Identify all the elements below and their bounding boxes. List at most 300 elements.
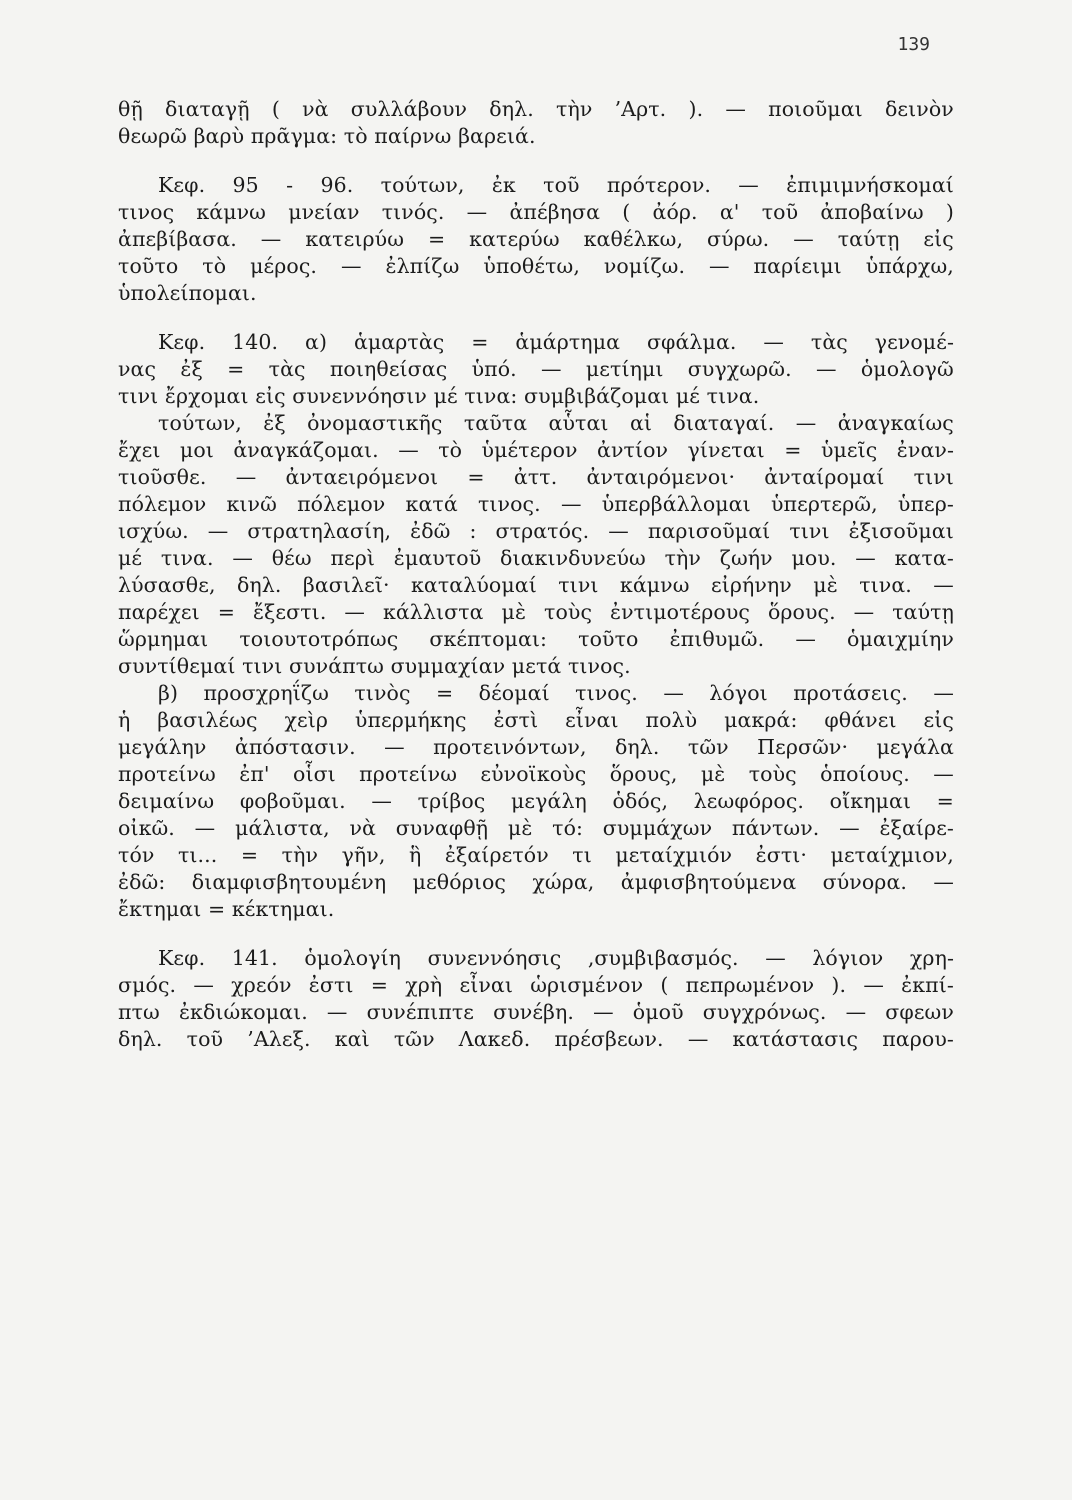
word: ἀπέβησα xyxy=(509,200,601,224)
word: — xyxy=(608,519,629,543)
word: βασιλέως xyxy=(157,708,258,732)
word: — xyxy=(839,816,860,840)
word: = xyxy=(227,357,245,381)
word: ὀνομαστικῆς xyxy=(307,411,443,435)
word: λόγιον xyxy=(812,946,884,970)
word: μεγάλη xyxy=(511,789,587,813)
word: εἰς xyxy=(923,708,954,732)
word: πρέσβεων. xyxy=(554,1027,664,1051)
word: προτείνω xyxy=(359,762,458,786)
word: ὑποθέτω, xyxy=(483,254,580,278)
word: — xyxy=(855,546,876,570)
text-line: θεωρῶ βαρὺ πρᾶγμα: τὸ παίρνω βαρειά. xyxy=(118,124,536,148)
word: ἐξ xyxy=(180,357,203,381)
page-number: 139 xyxy=(897,34,930,55)
word: κάμνω xyxy=(619,573,690,597)
text-line xyxy=(118,545,954,572)
word: = xyxy=(936,789,954,813)
word: προτεινόντων, xyxy=(433,735,587,759)
word: τὸ xyxy=(438,438,463,462)
word: τινα. xyxy=(859,573,912,597)
word: χώρα, xyxy=(532,870,595,894)
word: σύνορα. xyxy=(822,870,908,894)
word: ( xyxy=(622,200,631,224)
word: νὰ xyxy=(302,97,329,121)
word: οἷσι xyxy=(293,762,336,786)
word: ἀναγκάζομαι. xyxy=(233,438,379,462)
word: εὐνοϊκοὺς xyxy=(480,762,587,786)
word: = xyxy=(427,227,446,251)
word: κινῶ xyxy=(226,492,277,516)
word: δηλ. xyxy=(614,735,660,759)
word: τοῦ xyxy=(761,200,799,224)
word: νομίζω. xyxy=(603,254,686,278)
word: ἀπόστασιν. xyxy=(234,735,356,759)
word: διαμφισβητουμένη xyxy=(191,870,387,894)
word: α' xyxy=(719,200,740,224)
word: ἐκδιώκομαι. xyxy=(178,1000,308,1024)
word: συγχωρῶ. xyxy=(687,357,792,381)
word: ἡ xyxy=(118,708,131,732)
text-line xyxy=(118,945,954,972)
word: τῶν xyxy=(393,1027,435,1051)
word: ἔξεστι. xyxy=(252,600,327,624)
word: δεινὸν xyxy=(884,97,954,121)
word: ὁμολογῶ xyxy=(860,357,954,381)
word: μέ xyxy=(118,546,143,570)
word: τινι xyxy=(789,519,830,543)
word: τινὸς xyxy=(354,681,411,705)
word: ἔχει xyxy=(118,438,161,462)
word: χρεόν xyxy=(231,973,292,997)
word: γῆν, xyxy=(341,843,386,867)
text-line xyxy=(118,199,954,226)
word: ὑπερτερῶ, xyxy=(770,492,878,516)
word: σμός. xyxy=(118,973,177,997)
word: — xyxy=(933,681,954,705)
word: ἁμάρτημα xyxy=(515,330,621,354)
word: αὗται xyxy=(548,411,609,435)
text-line xyxy=(118,172,954,199)
text-line: ἔκτημαι = κέκτημαι. xyxy=(118,897,335,921)
word: = xyxy=(435,681,454,705)
word: προσχρηΐζω xyxy=(203,681,329,705)
text-line xyxy=(118,869,954,896)
word: τοῦτο xyxy=(118,254,179,278)
word: ἐδῶ xyxy=(410,519,451,543)
word: σφάλμα. xyxy=(646,330,737,354)
word: ἐντιμοτέρους xyxy=(609,600,750,624)
word: παρέχει xyxy=(118,600,200,624)
word: — xyxy=(853,600,875,624)
word: νας xyxy=(118,357,157,381)
word: — xyxy=(541,357,562,381)
word: κατειρύω xyxy=(305,227,405,251)
word: πρότερον. xyxy=(606,173,711,197)
word: τὰς xyxy=(810,330,848,354)
word: 140. xyxy=(232,330,279,354)
word: τρίβος xyxy=(417,789,486,813)
word: 96. xyxy=(320,173,354,197)
word: δηλ. xyxy=(236,573,282,597)
word: μάλιστα, xyxy=(235,816,330,840)
word: εἶναι xyxy=(565,708,619,732)
word: τοιουτοτρόπως xyxy=(239,627,399,651)
word: τι xyxy=(572,843,592,867)
word: μνείαν xyxy=(288,200,360,224)
word: — xyxy=(466,200,488,224)
text-line: ὑπολείπομαι. xyxy=(118,281,257,305)
text-line xyxy=(118,599,954,626)
text-line xyxy=(118,788,954,815)
word: τι... xyxy=(177,843,218,867)
text-line xyxy=(118,815,954,842)
word: — xyxy=(207,519,229,543)
text-line xyxy=(118,1026,954,1053)
text-line xyxy=(118,356,954,383)
word: ἀπεβίβασα. xyxy=(118,227,237,251)
word: δέομαί xyxy=(478,681,550,705)
text-line xyxy=(118,734,954,761)
text-line xyxy=(118,761,954,788)
word: ἀνταειρόμενοι xyxy=(285,465,439,489)
word: ἐδῶ: xyxy=(118,870,166,894)
text-line xyxy=(118,972,954,999)
word: — xyxy=(725,97,746,121)
word: συνέβη. xyxy=(493,1000,574,1024)
word: ὡρισμένον xyxy=(530,973,644,997)
word: τινι xyxy=(913,465,954,489)
word: τινι xyxy=(558,573,599,597)
word: ἐπ' xyxy=(239,762,270,786)
word: μὲ xyxy=(501,600,527,624)
word: γίνεται xyxy=(687,438,765,462)
word: ἣ xyxy=(408,843,422,867)
text-line: συντίθεμαί τινι συνάπτω συμμαχίαν μετά τινος. xyxy=(118,654,631,678)
word: — xyxy=(232,546,253,570)
word: = xyxy=(217,600,235,624)
word: ὁμαιχμίην xyxy=(847,627,954,651)
word: ἀττ. xyxy=(513,465,558,489)
word: θέω xyxy=(271,546,312,570)
word: προτάσεις. xyxy=(793,681,908,705)
word: μὲ xyxy=(507,816,533,840)
word: μεταίχμιον, xyxy=(830,843,954,867)
word: παρου- xyxy=(882,1027,954,1051)
word: εἰρήνην xyxy=(710,573,792,597)
word: — xyxy=(933,573,954,597)
word: Κεφ. xyxy=(158,330,206,354)
paragraph-gap xyxy=(118,923,954,945)
word: ὑπερ- xyxy=(897,492,954,516)
word: ταύτῃ xyxy=(837,227,900,251)
word: Κεφ. xyxy=(158,173,206,197)
word: ὑπερμήκης xyxy=(354,708,467,732)
word: τὴν xyxy=(664,546,701,570)
word: κατά xyxy=(405,492,458,516)
word: ὑμεῖς xyxy=(820,438,878,462)
word: ἀναγκαίως xyxy=(837,411,954,435)
word: — xyxy=(344,600,365,624)
word: ὁδός, xyxy=(612,789,669,813)
text-line xyxy=(118,464,954,491)
word: — xyxy=(933,762,954,786)
word: τινα. xyxy=(160,546,214,570)
word: συλλάβουν xyxy=(350,97,468,121)
text-body xyxy=(118,96,954,1053)
word: τό: xyxy=(552,816,584,840)
word: - xyxy=(286,173,294,197)
word: ὑμέτερον xyxy=(481,438,578,462)
word: μεγάλην xyxy=(118,735,207,759)
word: — xyxy=(815,357,837,381)
word: παρισοῦμαί xyxy=(647,519,771,543)
word: ἐκπί- xyxy=(901,973,954,997)
word: κατάστασις xyxy=(732,1027,859,1051)
word: προτείνω xyxy=(118,762,216,786)
word: Περσῶν· xyxy=(757,735,849,759)
word: — xyxy=(194,816,216,840)
word: Λακεδ. xyxy=(458,1027,531,1051)
word: ἀμφισβητούμενα xyxy=(620,870,797,894)
word: ὁποίους. xyxy=(820,762,910,786)
word: βασιλεῖ· xyxy=(302,573,390,597)
word: τὰς xyxy=(268,357,306,381)
word: ἐπιθυμῶ. xyxy=(669,627,765,651)
word: κατα- xyxy=(894,546,954,570)
word: ἐξ xyxy=(263,411,286,435)
word: νὰ xyxy=(349,816,376,840)
word: ζωήν xyxy=(719,546,773,570)
word: λύσασθε, xyxy=(118,573,216,597)
word: ὁμολογίη xyxy=(304,946,402,970)
word: ὥρμημαι xyxy=(118,627,209,651)
word: ( xyxy=(271,97,280,121)
word: τῶν xyxy=(687,735,729,759)
word: ὑπάρχω, xyxy=(865,254,954,278)
word: περὶ xyxy=(330,546,376,570)
word: διακινδυνεύω xyxy=(500,546,646,570)
word: ἐξισοῦμαι xyxy=(848,519,954,543)
text-line xyxy=(118,491,954,518)
word: ). xyxy=(688,97,704,121)
word: ἐστὶ xyxy=(493,708,539,732)
text-line xyxy=(118,96,954,123)
word: ,συμβιβασμός. xyxy=(587,946,739,970)
word: μεταίχμιόν xyxy=(615,843,733,867)
word: ποιοῦμαι xyxy=(768,97,863,121)
text-line: τινι ἔρχομαι εἰς συνεννόησιν μέ τινα: συμβιβάζομαι μέ τινα. xyxy=(118,384,760,408)
word: ἐξαίρετόν xyxy=(444,843,549,867)
word: τούτων, xyxy=(158,411,242,435)
word: — xyxy=(793,227,814,251)
word: πτω xyxy=(118,1000,160,1024)
word: μετίημι xyxy=(585,357,664,381)
word: ἐκ xyxy=(491,173,516,197)
word: εἶναι xyxy=(459,973,514,997)
word: πόλεμον xyxy=(297,492,386,516)
word: — xyxy=(398,438,419,462)
word: ταύτῃ xyxy=(892,600,954,624)
word: ἐστι· xyxy=(755,843,808,867)
paragraph-gap xyxy=(118,307,954,329)
word: ὁμοῦ xyxy=(632,1000,684,1024)
word: ὑπό. xyxy=(471,357,517,381)
word: ισχύω. xyxy=(118,519,189,543)
paragraph-gap xyxy=(118,150,954,172)
word: β) xyxy=(158,681,179,705)
word: — xyxy=(863,973,884,997)
word: — xyxy=(593,1000,614,1024)
word: ἐπιμιμνήσκομαί xyxy=(786,173,954,197)
word: μεθόριος xyxy=(412,870,506,894)
word: — xyxy=(763,330,784,354)
word: Κεφ. xyxy=(158,946,206,970)
word: σφεων xyxy=(885,1000,954,1024)
word: ἀόρ. xyxy=(652,200,698,224)
word: πόλεμον xyxy=(118,492,207,516)
word: μεγάλα xyxy=(876,735,954,759)
word: — xyxy=(663,681,684,705)
word: τὴν xyxy=(556,97,593,121)
word: ’Αρτ. xyxy=(614,97,667,121)
word: ). xyxy=(831,973,847,997)
word: τινος. xyxy=(575,681,638,705)
word: ἐναν- xyxy=(896,438,954,462)
text-line xyxy=(118,226,954,253)
word: ( xyxy=(660,973,669,997)
word: — xyxy=(193,973,214,997)
word: — xyxy=(326,1000,348,1024)
word: διαταγαί. xyxy=(673,411,775,435)
word: — xyxy=(709,254,730,278)
word: μακρά: xyxy=(724,708,798,732)
word: ἀντίον xyxy=(597,438,669,462)
word: πολὺ xyxy=(645,708,698,732)
word: = xyxy=(467,465,485,489)
word: χρὴ xyxy=(405,973,443,997)
word: σύρω. xyxy=(707,227,770,251)
text-line xyxy=(118,329,954,356)
word: συγχρόνως. xyxy=(702,1000,827,1024)
word: συναφθῇ xyxy=(395,816,489,840)
word: παρίειμι xyxy=(753,254,842,278)
word: πεπρωμένον xyxy=(685,973,815,997)
text-line xyxy=(118,253,954,280)
word: στρατός. xyxy=(495,519,590,543)
word: μὲ xyxy=(700,762,726,786)
word: τὴν xyxy=(281,843,319,867)
word: ὑπερβάλλομαι xyxy=(601,492,751,516)
word: τὸ xyxy=(202,254,227,278)
word: τόν xyxy=(118,843,155,867)
word: = xyxy=(240,843,259,867)
word: — xyxy=(384,735,405,759)
word: — xyxy=(795,411,817,435)
word: = xyxy=(784,438,802,462)
word: καθέλκω, xyxy=(583,227,684,251)
word: ) xyxy=(945,200,954,224)
word: διαταγῇ xyxy=(165,97,250,121)
word: μοι xyxy=(179,438,214,462)
word: τοῦτο xyxy=(578,627,639,651)
word: τινος. xyxy=(477,492,541,516)
word: κάλλιστα xyxy=(382,600,484,624)
text-line xyxy=(118,437,954,464)
text-line xyxy=(118,626,954,653)
word: δηλ. xyxy=(118,1027,163,1051)
word: δηλ. xyxy=(489,97,534,121)
word: λόγοι xyxy=(709,681,768,705)
word: — xyxy=(687,1027,709,1051)
word: — xyxy=(260,227,282,251)
word: τοῦ xyxy=(543,173,580,197)
word: α) xyxy=(305,330,328,354)
word: ἀνταιρόμενοι· xyxy=(586,465,736,489)
word: ἁμαρτὰς xyxy=(353,330,445,354)
word: καταλύομαί xyxy=(411,573,537,597)
word: τιοῦσθε. xyxy=(118,465,207,489)
word: ἐξαίρε- xyxy=(879,816,954,840)
word: καὶ xyxy=(334,1027,370,1051)
word: : xyxy=(469,519,477,543)
word: ἀποβαίνω xyxy=(820,200,924,224)
word: ἐλπίζω xyxy=(385,254,460,278)
word: 141. xyxy=(231,946,278,970)
word: τοὺς xyxy=(544,600,593,624)
word: — xyxy=(340,254,362,278)
text-line xyxy=(118,999,954,1026)
word: τοὺς xyxy=(748,762,797,786)
word: ὅρους, xyxy=(609,762,678,786)
word: = xyxy=(370,973,389,997)
word: 95 xyxy=(232,173,259,197)
word: μου. xyxy=(791,546,837,570)
word: πάντων. xyxy=(731,816,820,840)
word: δειμαίνω xyxy=(118,789,215,813)
word: = xyxy=(471,330,489,354)
word: — xyxy=(371,789,393,813)
word: οἴκημαι xyxy=(829,789,912,813)
word: ἐστι xyxy=(308,973,354,997)
word: ταῦτα xyxy=(463,411,528,435)
word: — xyxy=(765,946,786,970)
word: — xyxy=(845,1000,867,1024)
word: — xyxy=(560,492,582,516)
text-line xyxy=(118,680,954,707)
word: ’Αλεξ. xyxy=(247,1027,311,1051)
word: συνεννόησις xyxy=(427,946,562,970)
word: — xyxy=(795,627,816,651)
text-line xyxy=(118,572,954,599)
text-line xyxy=(118,842,954,869)
word: χρη- xyxy=(909,946,954,970)
word: φοβοῦμαι. xyxy=(239,789,346,813)
word: χεὶρ xyxy=(284,708,329,732)
word: εἰς xyxy=(923,227,954,251)
word: κάμνω xyxy=(196,200,267,224)
word: ἐμαυτοῦ xyxy=(393,546,482,570)
word: τινος xyxy=(118,200,175,224)
word: φθάνει xyxy=(824,708,897,732)
text-line xyxy=(118,410,954,437)
word: ἀνταίρομαί xyxy=(764,465,885,489)
word: συνέπιπτε xyxy=(366,1000,475,1024)
word: θῇ xyxy=(118,97,143,121)
word: τινός. xyxy=(381,200,445,224)
word: αἱ xyxy=(629,411,653,435)
word: οἰκῶ. xyxy=(118,816,175,840)
